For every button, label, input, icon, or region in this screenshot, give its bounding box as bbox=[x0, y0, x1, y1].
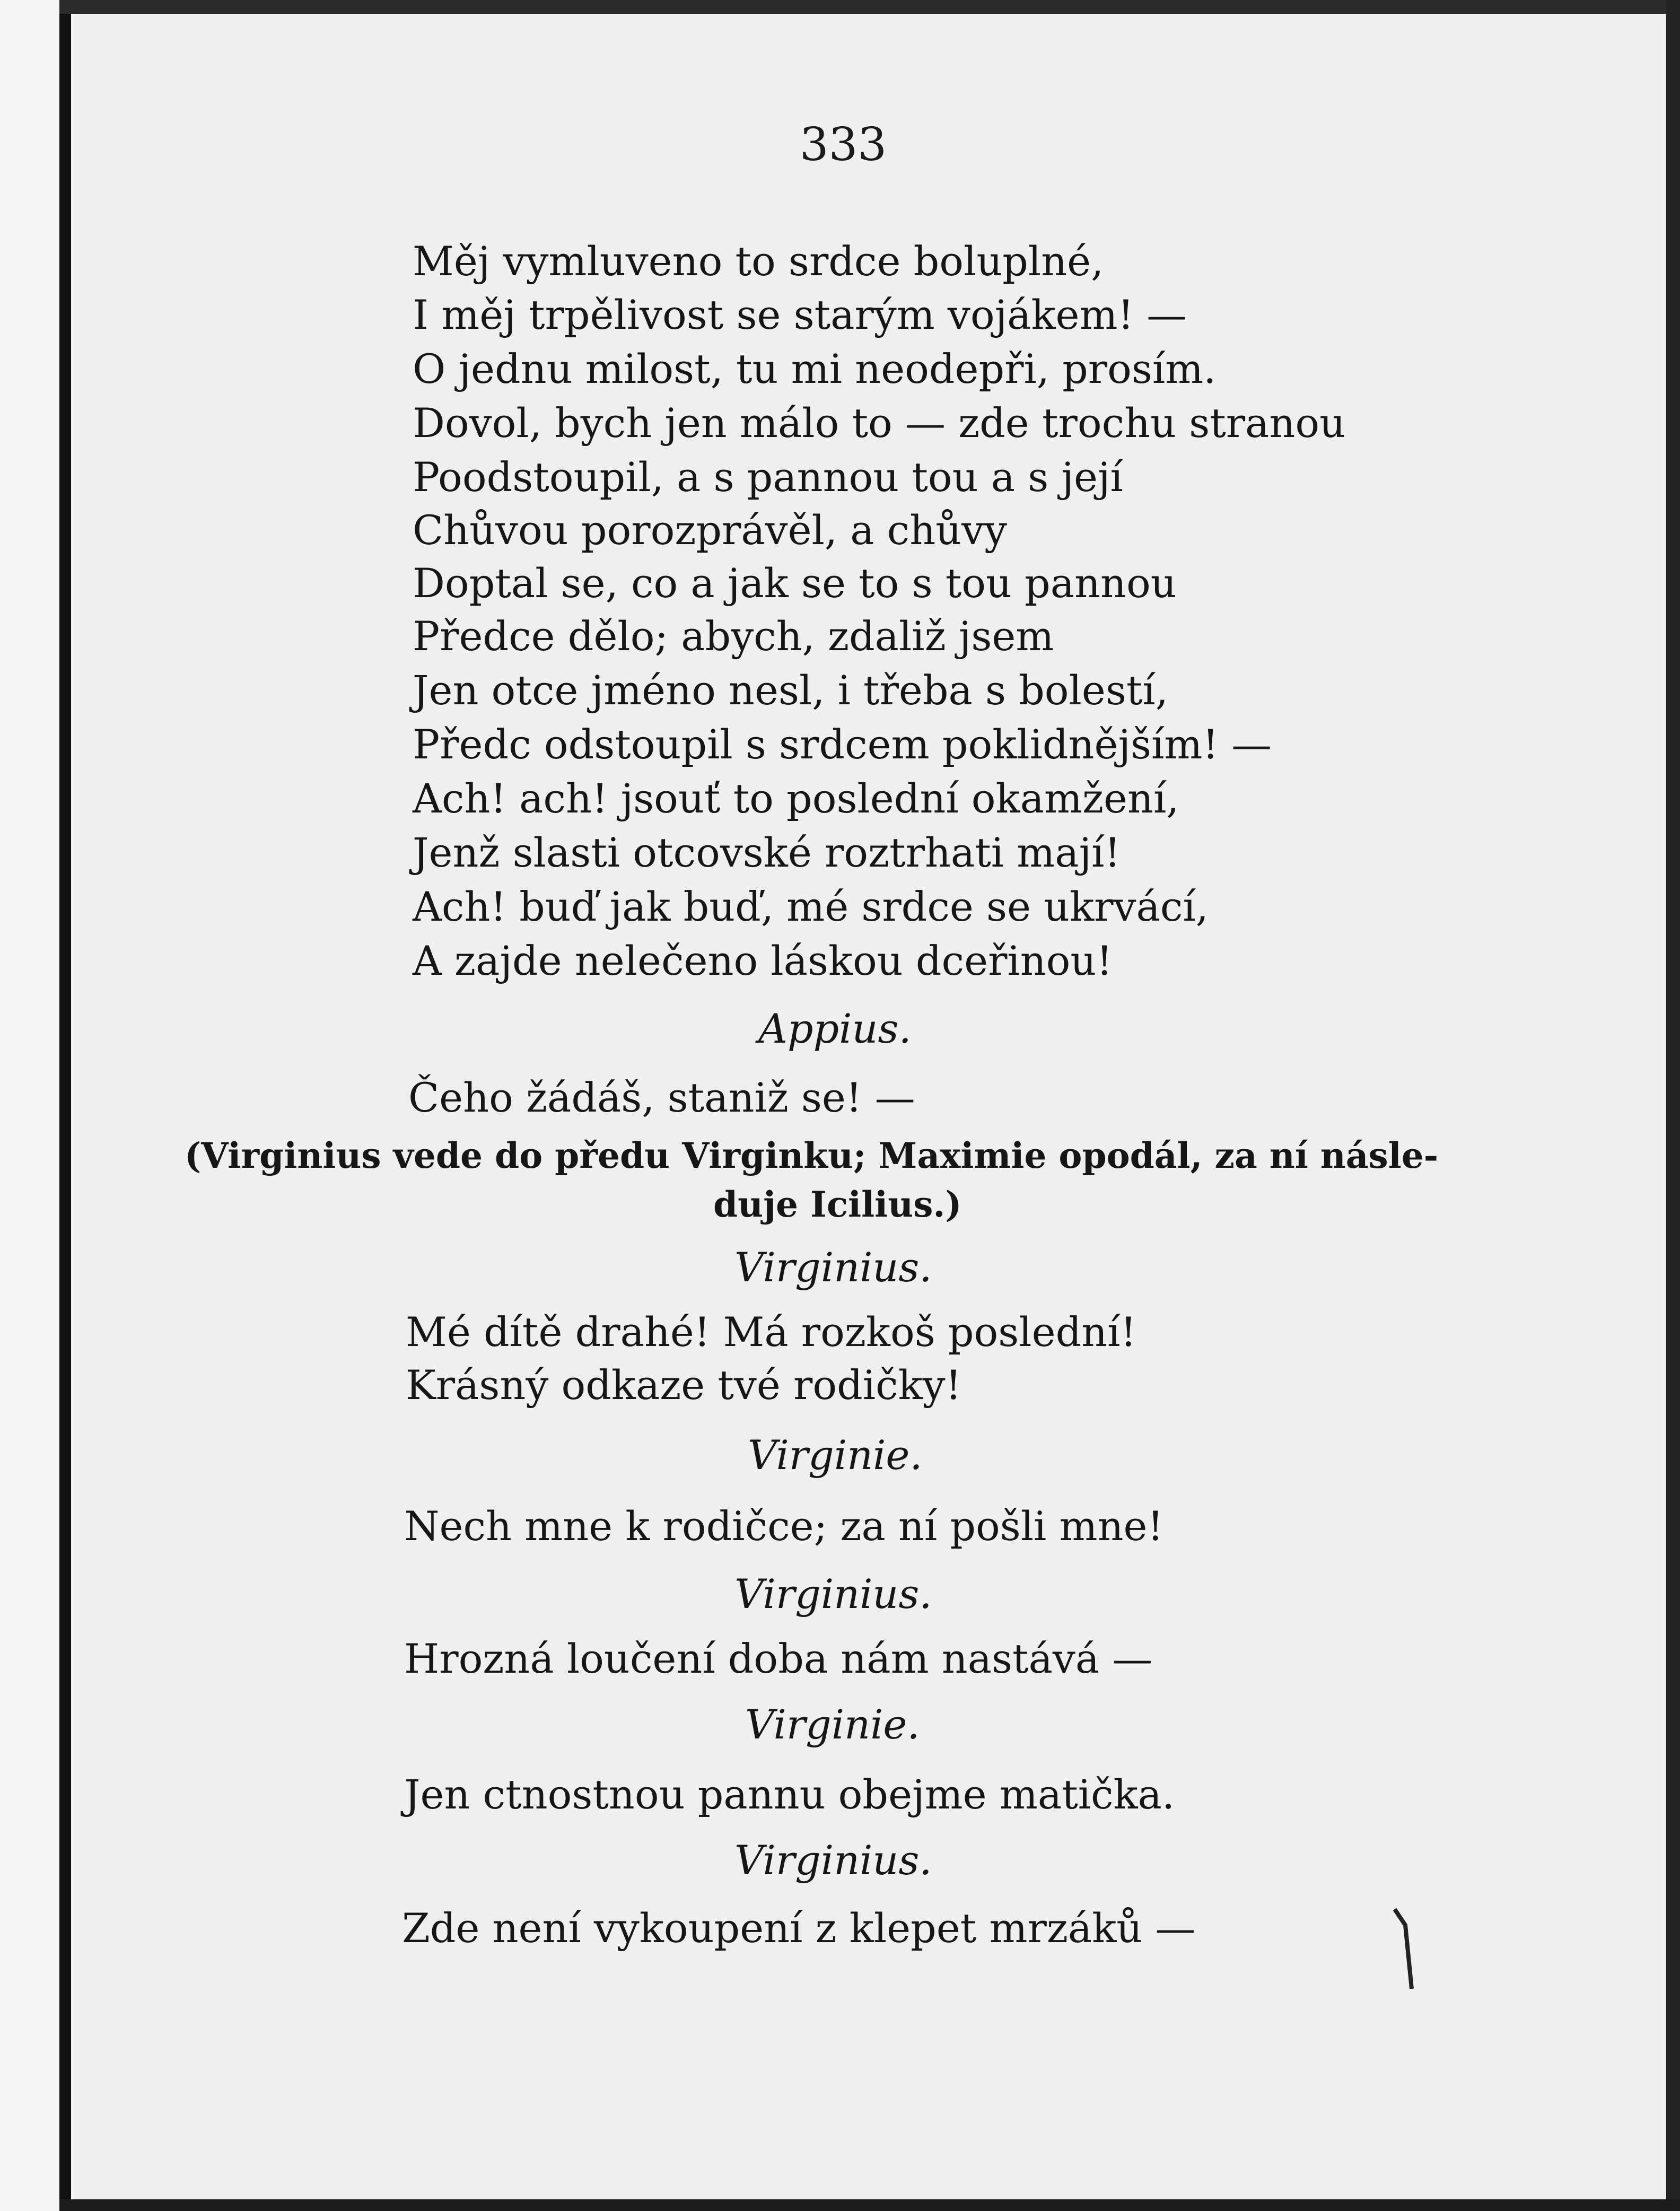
scan-border-left bbox=[59, 0, 71, 2211]
speaker-name: Virginius. bbox=[734, 1244, 932, 1291]
verse-line: Předce dělo; abych, zdaliž jsem bbox=[413, 613, 1054, 660]
verse-line: Dovol, bych jen málo to — zde trochu stranou bbox=[413, 399, 1346, 447]
verse-line: Jen ctnostnou pannu obejme matička. bbox=[404, 1771, 1175, 1818]
page-number: 333 bbox=[799, 118, 887, 171]
verse-line: Čeho žádáš, staniž se! — bbox=[408, 1074, 915, 1121]
verse-line: Měj vymluveno to srdce boluplné, bbox=[413, 238, 1104, 285]
speaker-name: Virginius. bbox=[734, 1570, 932, 1618]
verse-line: I měj trpělivost se starým vojákem! — bbox=[413, 291, 1187, 338]
speaker-name: Virginie. bbox=[748, 1431, 923, 1479]
verse-line: Ach! ach! jsouť to poslední okamžení, bbox=[413, 775, 1179, 822]
verse-line: Poodstoupil, a s pannou tou a s její bbox=[413, 453, 1123, 501]
speaker-name: Appius. bbox=[758, 1005, 912, 1052]
scan-border-top bbox=[59, 0, 1680, 14]
verse-line: Krásný odkaze tvé rodičky! bbox=[406, 1361, 962, 1409]
speaker-name: Virginius. bbox=[734, 1837, 932, 1884]
verse-line: A zajde nelečeno láskou dceřinou! bbox=[413, 937, 1113, 984]
verse-line: Ach! buď jak buď, mé srdce se ukrvácí, bbox=[413, 883, 1209, 930]
verse-line: Zde není vykoupení z klepet mrzáků — bbox=[402, 1904, 1196, 1952]
verse-line: Předc odstoupil s srdcem poklidnějším! — bbox=[413, 721, 1272, 768]
speaker-name: Virginie. bbox=[745, 1701, 920, 1748]
stage-direction-line: duje Icilius.) bbox=[713, 1184, 962, 1225]
verse-line: Doptal se, co a jak se to s tou pannou bbox=[413, 560, 1177, 607]
verse-line: Mé dítě drahé! Má rozkoš poslední! bbox=[406, 1308, 1137, 1356]
verse-line: O jednu milost, tu mi neodepři, prosím. bbox=[413, 345, 1217, 392]
scan-mark bbox=[1389, 1904, 1432, 1999]
verse-line: Chůvou porozprávěl, a chůvy bbox=[413, 506, 1007, 554]
verse-line: Nech mne k rodičce; za ní pošli mne! bbox=[404, 1502, 1164, 1550]
stage-direction-line: (Virginius vede do předu Virginku; Maximie opodál, za ní násle- bbox=[185, 1135, 1439, 1176]
verse-line: Jen otce jméno nesl, i třeba s bolestí, bbox=[413, 667, 1168, 714]
scan-border-bottom bbox=[59, 2199, 1680, 2211]
verse-line: Hrozná loučení doba nám nastává — bbox=[404, 1635, 1153, 1682]
verse-line: Jenž slasti otcovské roztrhati mají! bbox=[413, 829, 1121, 876]
scan-border-right bbox=[1666, 0, 1680, 2211]
